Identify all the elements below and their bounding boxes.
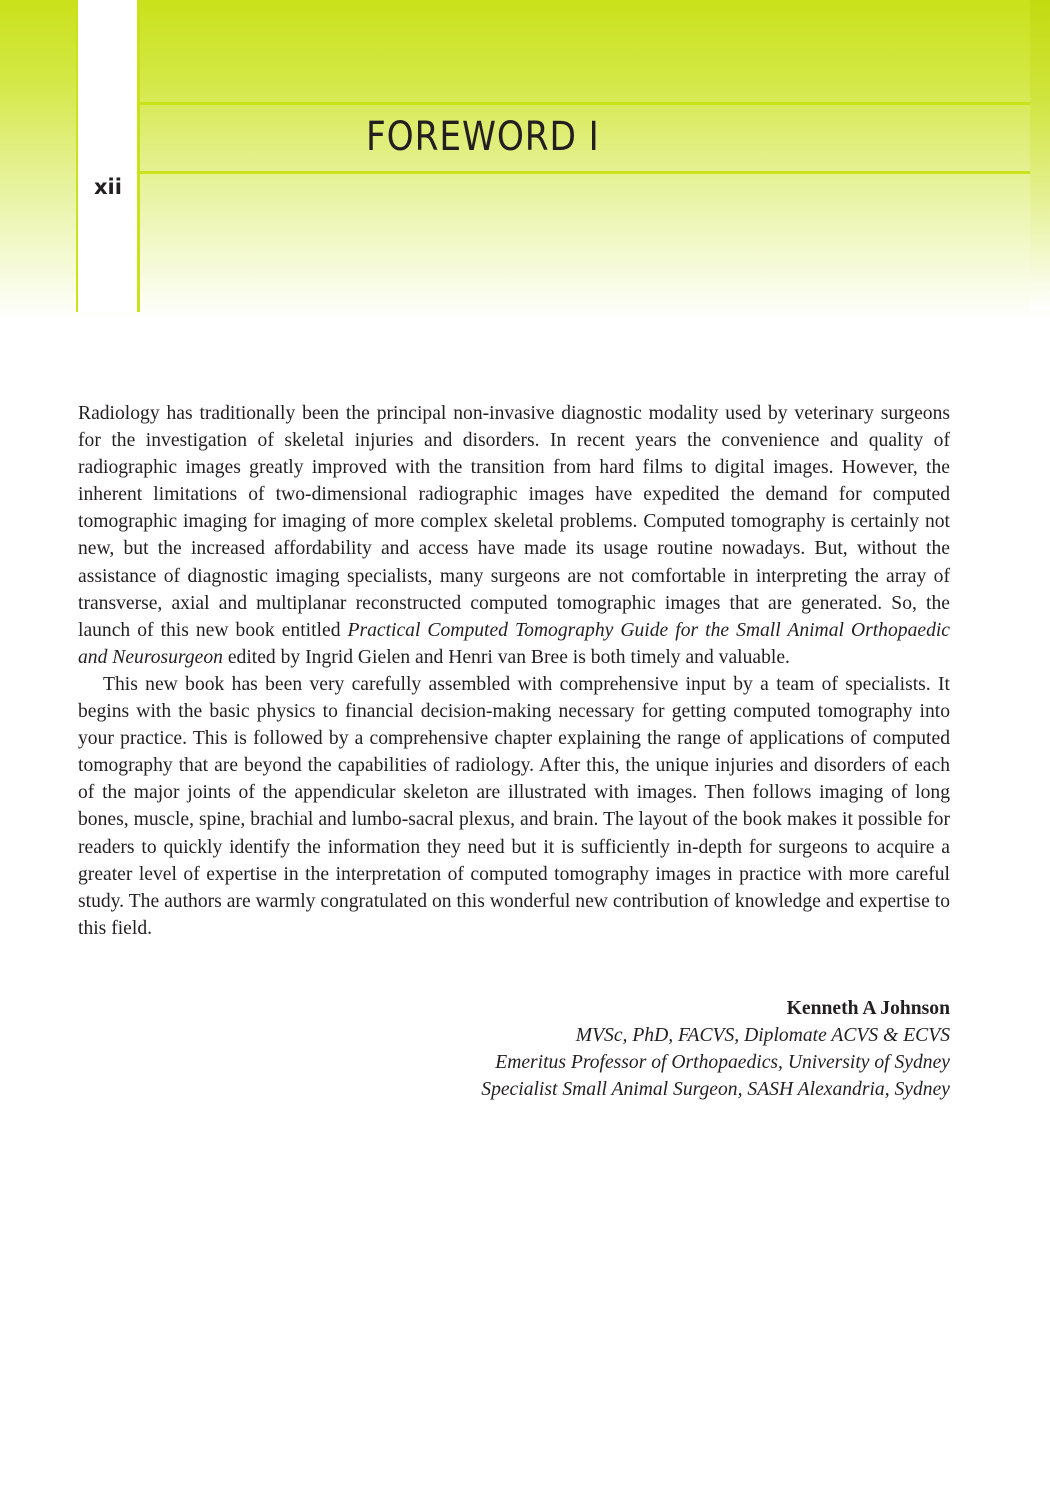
author-affiliation: Specialist Small Animal Surgeon, SASH Alexandria, Sydney <box>481 1079 950 1101</box>
book-title: Practical Computed Tomography Guide for the Small Animal Orthopaedic and Neurosurgeon <box>78 619 951 668</box>
margin-strip <box>78 0 138 312</box>
signature-block <box>481 995 950 1103</box>
title-rule-top <box>138 102 1030 105</box>
paragraph-1 <box>78 400 950 671</box>
paragraph-1-text-b: edited by Ingrid Gielen and Henri van Bree is both timely and valuable. <box>222 646 790 668</box>
right-edge-band <box>1030 0 1050 310</box>
paragraph-1-text-a: Radiology has traditionally been the principal non-invasive diagnostic modality used by veterinary surgeons for the investigation of skeletal injuries and disorders. In recent years the convenience and quality of radiographic images greatly improved with the transition from hard films to digital images. However, the inherent limitations of two-dimensional radiographic images have expedited the demand for computed tomographic imaging for imaging of more complex skeletal problems. Computed tomography is certainly not new, but the increased affordability and access have made its usage routine nowadays. But, without the assistance of diagnostic imaging specialists, many surgeons are not comfortable in interpreting the array of transverse, axial and multiplanar reconstructed computed tomographic images that are generated. So, the launch of this new book entitled <box>78 403 950 641</box>
margin-line-left <box>76 0 78 312</box>
page-number: xii <box>94 175 122 199</box>
author-position: Emeritus Professor of Orthopaedics, University of Sydney <box>495 1052 950 1074</box>
paragraph-2: This new book has been very carefully assembled with comprehensive input by a team of specialists. It begins with the basic physics to financial decision-making necessary for getting computed tomography into your practice. This is followed by a comprehensive chapter explaining the range of applications of computed tomography that are beyond the capabilities of radiology. After this, the unique injuries and disorders of each of the major joints of the appendicular skeleton are illustrated with images. Then follows imaging of long bones, muscle, spine, brachial and lumbo-sacral plexus, and brain. The layout of the book makes it possible for readers to quickly identify the information they need but it is sufficiently in-depth for surgeons to acquire a greater level of expertise in the interpretation of computed tomography images in practice with more careful study. The authors are warmly congratulated on this wonderful new contribution of knowledge and expertise to this field. <box>78 673 950 939</box>
title-rule-bottom <box>138 171 1030 174</box>
body-text <box>78 400 950 942</box>
author-name: Kenneth A Johnson <box>786 998 950 1019</box>
author-credentials: MVSc, PhD, FACVS, Diplomate ACVS & ECVS <box>575 1025 950 1047</box>
header-band <box>0 0 1050 320</box>
margin-line-right <box>137 0 140 312</box>
chapter-title: FOREWORD I <box>366 114 600 160</box>
